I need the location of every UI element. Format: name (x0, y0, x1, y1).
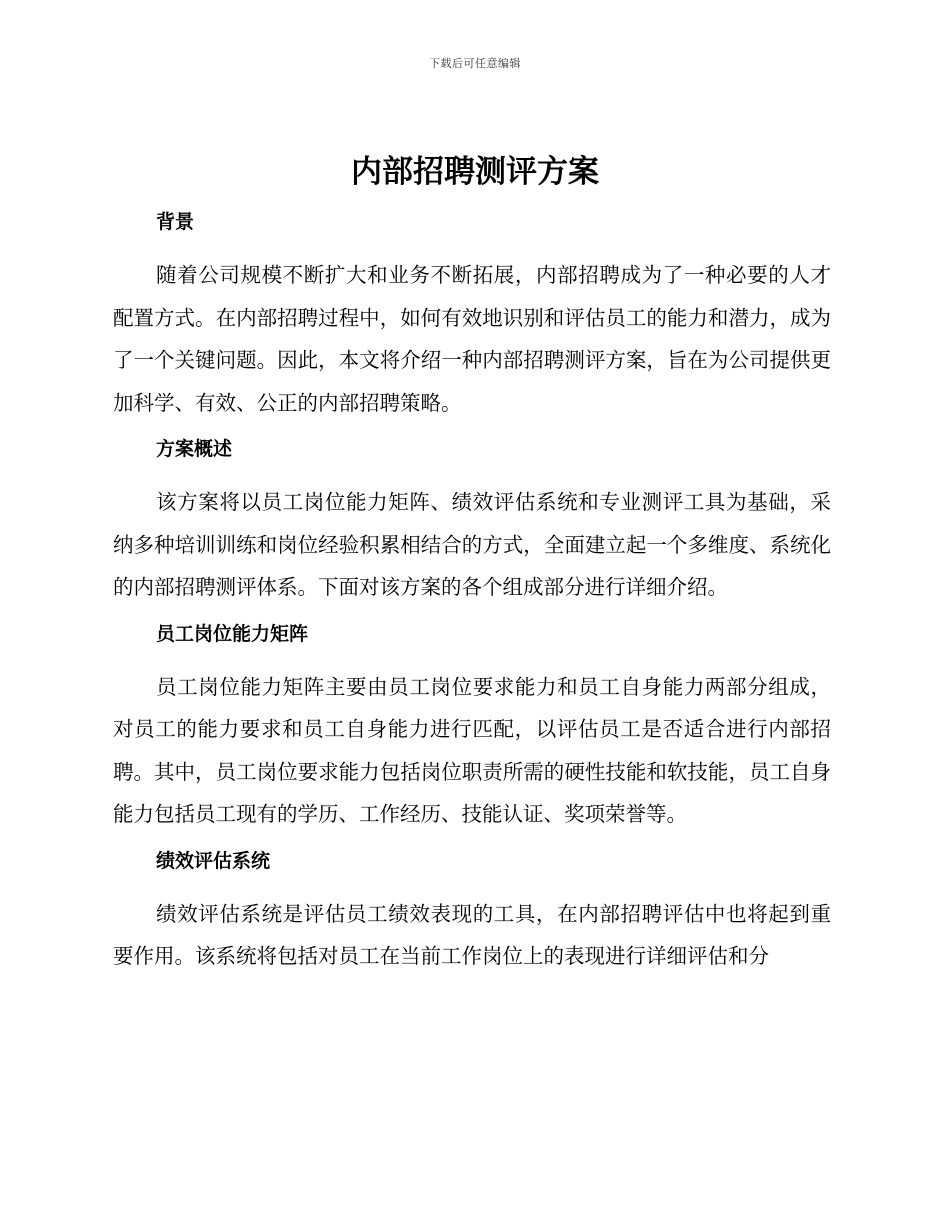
document-body (113, 205, 831, 978)
document-title: 内部招聘测评方案 (351, 154, 599, 190)
section-paragraph-overview: 该方案将以员工岗位能力矩阵、绩效评估系统和专业测评工具为基础，采纳多种培训训练和岗位经验积累相结合的方式，全面建立起一个多维度、系统化的内部招聘测评体系。下面对该方案的各个组成部分进行详细介绍。 (113, 490, 831, 599)
section-paragraph-performance-system: 绩效评估系统是评估员工绩效表现的工具，在内部招聘评估中也将起到重要作用。该系统将包括对员工在当前工作岗位上的表现进行详细评估和分 (113, 901, 831, 968)
section-heading-overview: 方案概述 (156, 438, 233, 460)
section-heading-background: 背景 (156, 211, 195, 233)
header-note: 下载后可任意编辑 (429, 57, 521, 70)
section-heading-performance-system: 绩效评估系统 (156, 849, 271, 872)
section-heading-competency-matrix: 员工岗位能力矩阵 (156, 622, 309, 645)
section-paragraph-background: 随着公司规模不断扩大和业务不断拓展，内部招聘成为了一种必要的人才配置方式。在内部招聘过程中，如何有效地识别和评估员工的能力和潜力，成为了一个关键问题。因此，本文将介绍一种内部招聘测评方案，旨在为公司提供更加科学、有效、公正的内部招聘策略。 (113, 263, 831, 415)
section-paragraph-competency-matrix: 员工岗位能力矩阵主要由员工岗位要求能力和员工自身能力两部分组成，对员工的能力要求和员工自身能力进行匹配，以评估员工是否适合进行内部招聘。其中，员工岗位要求能力包括岗位职责所需的硬性技能和软技能，员工自身能力包括员工现有的学历、工作经历、技能认证、奖项荣誉等。 (113, 674, 831, 826)
